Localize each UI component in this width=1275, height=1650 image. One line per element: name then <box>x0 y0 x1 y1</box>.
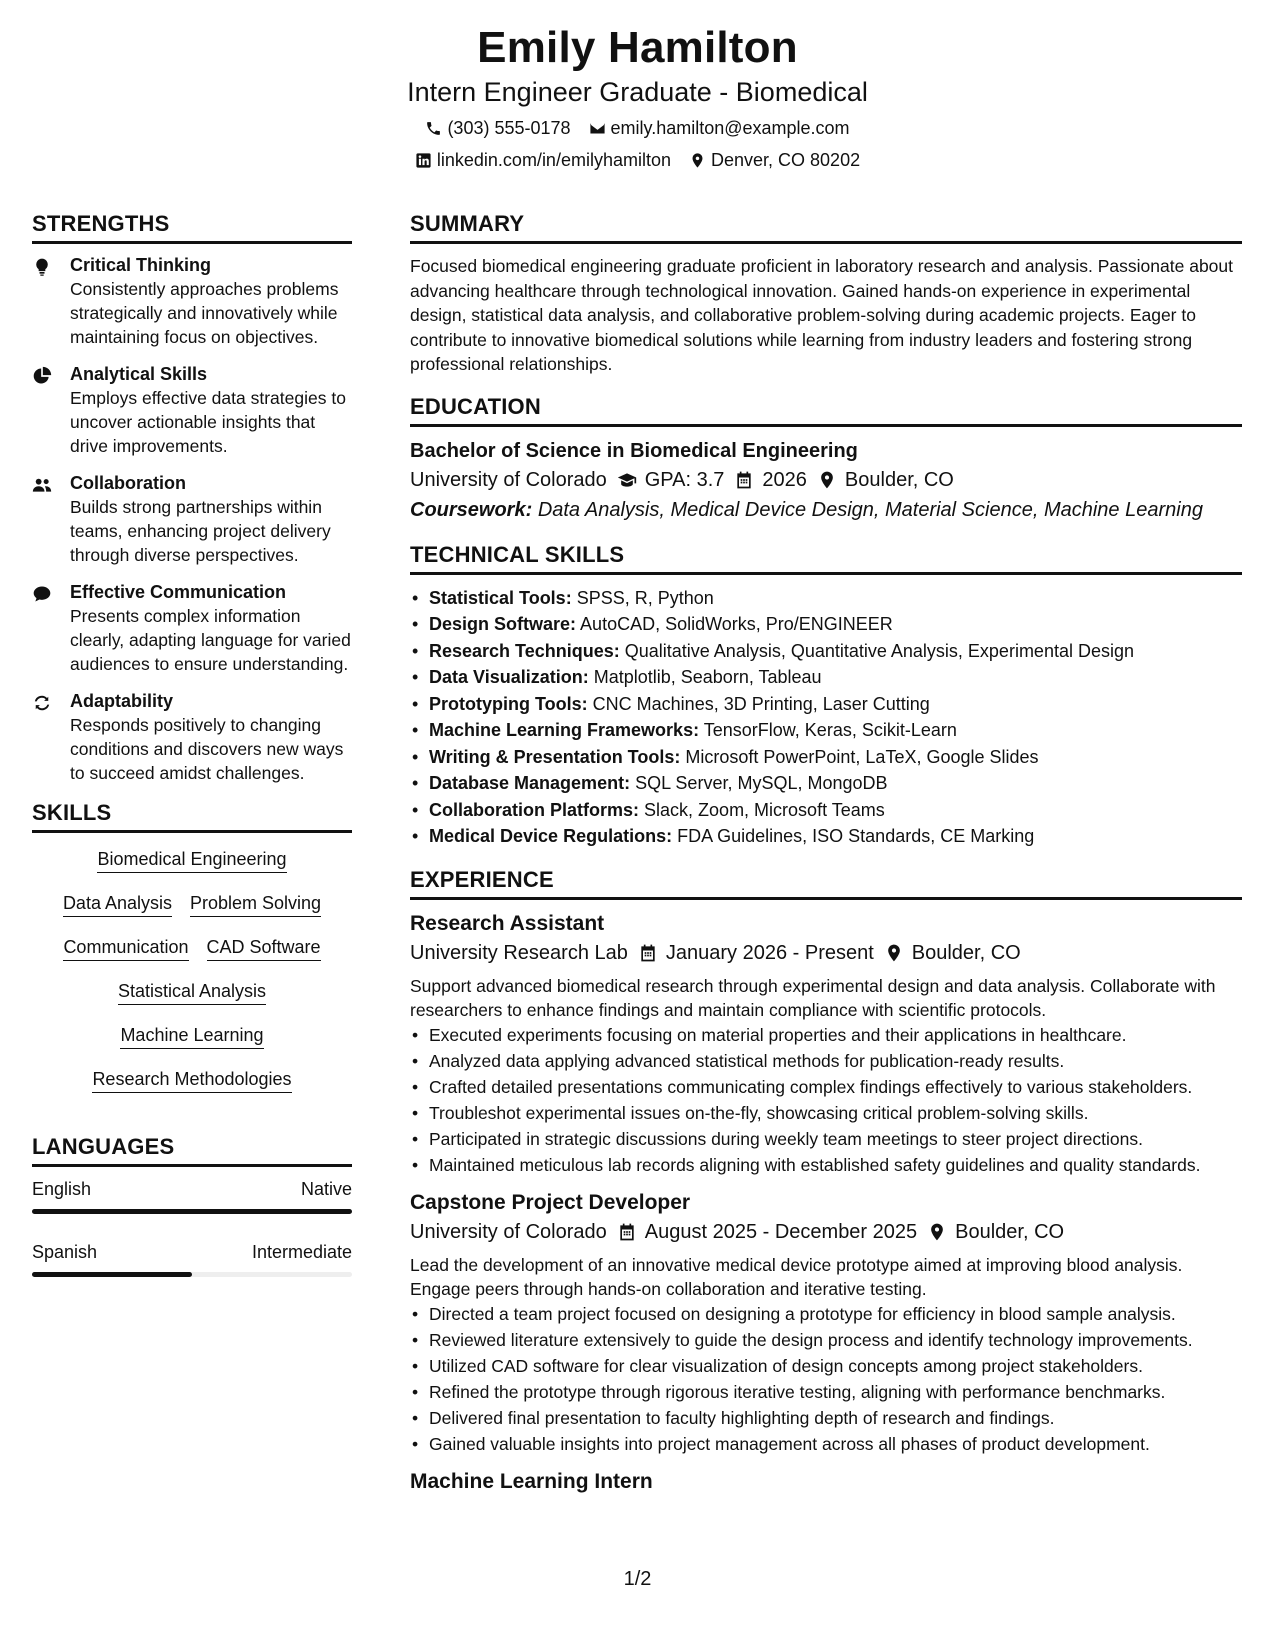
job-dates: January 2026 - Present <box>665 941 874 964</box>
job-bullet: • Utilized CAD software for clear visualization of design concepts among project stakeholders. <box>410 1354 1242 1378</box>
education-school: University of Colorado <box>410 468 607 491</box>
map-pin-icon <box>689 152 706 169</box>
calendar-icon <box>617 1222 637 1242</box>
experience-heading: EXPERIENCE <box>410 866 1242 900</box>
job-entry <box>410 910 1242 1177</box>
technical-skill-item <box>410 770 1242 797</box>
calendar-icon <box>734 470 754 490</box>
technical-skills-list <box>410 585 1242 850</box>
job-location: Boulder, CO <box>911 941 1021 964</box>
skill-row <box>32 1023 352 1049</box>
technical-skill-item <box>410 585 1242 612</box>
job-bullet: • Crafted detailed presentations communicating complex findings effectively to various stakeholders. <box>410 1075 1242 1099</box>
education-location <box>817 465 954 495</box>
technical-skill-value: Slack, Zoom, Microsoft Teams <box>644 799 885 820</box>
job-bullet: • Reviewed literature extensively to guide the design process and identify technology improvements. <box>410 1328 1242 1352</box>
technical-skill-label: Design Software: <box>429 614 577 634</box>
left-column <box>32 210 352 1303</box>
strength-item <box>32 254 352 349</box>
job-dates: August 2025 - December 2025 <box>644 1220 918 1243</box>
right-column <box>410 210 1242 1496</box>
job-bullet: • Directed a team project focused on designing a prototype for efficiency in blood sample analysis. <box>410 1302 1242 1326</box>
language-proficiency-bar <box>32 1272 352 1277</box>
coursework-label: Coursework: <box>410 498 533 521</box>
candidate-title: Intern Engineer Graduate - Biomedical <box>407 77 868 107</box>
job-meta <box>410 938 1242 968</box>
skill-tag: Statistical Analysis <box>118 979 266 1005</box>
technical-skill-label: Medical Device Regulations: <box>429 826 673 846</box>
envelope-icon <box>589 120 606 137</box>
technical-skill-value: FDA Guidelines, ISO Standards, CE Marking <box>677 826 1035 846</box>
job-bullet: • Analyzed data applying advanced statistical methods for publication-ready results. <box>410 1049 1242 1073</box>
skill-tag: Biomedical Engineering <box>97 847 286 873</box>
year-text: 2026 <box>762 468 807 491</box>
technical-skill-item <box>410 691 1242 718</box>
map-pin-icon <box>884 943 904 963</box>
map-pin-icon <box>927 1222 947 1242</box>
technical-skill-item <box>410 664 1242 691</box>
job-org: University Research Lab <box>410 941 628 964</box>
languages-list <box>32 1177 352 1277</box>
strength-item <box>32 363 352 458</box>
job-title: Capstone Project Developer <box>410 1190 691 1214</box>
technical-skill-label: Machine Learning Frameworks: <box>429 720 700 740</box>
strength-title: Effective Communication <box>70 582 287 602</box>
job-location: Boulder, CO <box>955 1220 1065 1243</box>
phone-text: (303) 555-0178 <box>447 118 571 138</box>
job-bullet: • Delivered final presentation to faculty highlighting depth of research and findings. <box>410 1406 1242 1430</box>
education-coursework <box>410 495 1242 525</box>
contact-row-2 <box>0 147 1275 173</box>
skill-tag: Communication <box>63 935 188 961</box>
technical-skill-label: Collaboration Platforms: <box>429 799 640 820</box>
summary-heading: SUMMARY <box>410 210 1242 244</box>
strength-item <box>32 581 352 676</box>
education-heading: EDUCATION <box>410 393 1242 427</box>
graduation-cap-icon <box>617 470 637 490</box>
strength-desc: Builds strong partnerships within teams, enhancing project delivery through diverse perspectives. <box>70 497 331 565</box>
technical-skill-item <box>410 823 1242 850</box>
job-description: Lead the development of an innovative medical device prototype aimed at improving blood analysis. Engage peers through hands-on collaboration and iterative testing. <box>410 1254 1183 1299</box>
technical-skill-value: CNC Machines, 3D Printing, Laser Cutting <box>592 693 930 714</box>
contact-location <box>689 147 860 173</box>
language-level: Native <box>300 1179 352 1199</box>
strength-item <box>32 690 352 785</box>
page-number: 1/2 <box>623 1568 652 1590</box>
email-text: emily.hamilton@example.com <box>610 118 850 138</box>
technical-skill-value: Microsoft PowerPoint, LaTeX, Google Slides <box>685 746 1039 767</box>
skills-list <box>32 843 352 1093</box>
job-title: Machine Learning Intern <box>410 1469 653 1493</box>
phone-icon <box>425 120 442 137</box>
technical-skill-item <box>410 797 1242 824</box>
language-item <box>32 1240 352 1277</box>
language-proficiency-fill <box>32 1272 192 1277</box>
language-name: Spanish <box>32 1242 98 1262</box>
technical-skill-value: Qualitative Analysis, Quantitative Analysis, Experimental Design <box>624 640 1134 661</box>
contact-linkedin[interactable] <box>415 147 671 173</box>
strength-title: Critical Thinking <box>70 255 212 275</box>
skill-row <box>32 847 352 873</box>
strength-desc: Responds positively to changing conditions and discovers new ways to succeed amidst challenges. <box>70 715 344 783</box>
technical-skill-value: AutoCAD, SolidWorks, Pro/ENGINEER <box>580 614 893 634</box>
job-bullet: • Troubleshot experimental issues on-the-fly, showcasing critical problem-solving skills. <box>410 1101 1242 1125</box>
technical-skill-item <box>410 717 1242 744</box>
language-level: Intermediate <box>251 1242 352 1262</box>
skill-tag: Machine Learning <box>120 1023 263 1049</box>
contact-row-1 <box>0 115 1275 141</box>
strength-title: Collaboration <box>70 473 186 493</box>
technical-skill-label: Statistical Tools: <box>429 587 572 608</box>
skill-row <box>32 935 352 961</box>
summary-text: Focused biomedical engineering graduate proficient in laboratory research and analysis. Passionate about advancing healthcare through technological innovation. Gained hands-on experience in experimental design, statistical data analysis, and collaborative problem-solving during academic projects. Eager to contribute to innovative biomedical solutions while learning from industry leaders and fostering strong professional relationships. <box>410 256 1234 374</box>
technical-skill-label: Research Techniques: <box>429 640 620 661</box>
technical-skill-value: SPSS, R, Python <box>576 587 714 608</box>
users-icon <box>32 475 52 495</box>
location-text: Denver, CO 80202 <box>711 150 861 170</box>
linkedin-text: linkedin.com/in/emilyhamilton <box>436 150 671 170</box>
skill-tag: Data Analysis <box>63 891 172 917</box>
contact-email[interactable] <box>589 115 850 141</box>
coursework-text: Data Analysis, Medical Device Design, Material Science, Machine Learning <box>537 498 1203 521</box>
job-meta <box>410 1217 1242 1247</box>
education-year <box>734 465 807 495</box>
pie-chart-icon <box>32 366 52 386</box>
language-proficiency-fill <box>32 1209 352 1214</box>
language-name: English <box>32 1179 92 1199</box>
technical-skill-value: SQL Server, MySQL, MongoDB <box>635 773 888 793</box>
refresh-icon <box>32 693 52 713</box>
lightbulb-icon <box>32 257 52 277</box>
job-bullet: • Executed experiments focusing on material properties and their applications in healthcare. <box>410 1023 1242 1047</box>
strengths-heading: STRENGTHS <box>32 210 352 244</box>
language-item <box>32 1177 352 1214</box>
job-bullet: • Maintained meticulous lab records aligning with established safety guidelines and quality standards. <box>410 1153 1242 1177</box>
strength-title: Adaptability <box>70 691 174 711</box>
job-description: Support advanced biomedical research through experimental design and data analysis. Collaborate with researchers to enhance findings and maintain compliance with scientific protocols. <box>410 975 1216 1020</box>
strength-item <box>32 472 352 567</box>
skill-tag: Research Methodologies <box>92 1067 291 1093</box>
job-title: Research Assistant <box>410 911 605 935</box>
strength-desc: Presents complex information clearly, adapting language for varied audiences to ensure understanding. <box>70 606 351 674</box>
strength-title: Analytical Skills <box>70 364 208 384</box>
skills-heading: SKILLS <box>32 799 352 833</box>
technical-skill-item <box>410 611 1242 638</box>
calendar-icon <box>638 943 658 963</box>
technical-skill-label: Prototyping Tools: <box>429 693 588 714</box>
skill-row <box>32 891 352 917</box>
edu-location-text: Boulder, CO <box>844 468 954 491</box>
strength-desc: Consistently approaches problems strategically and innovatively while maintaining focus on objectives. <box>70 279 339 347</box>
strengths-list <box>32 254 352 785</box>
job-bullets <box>410 1023 1242 1177</box>
job-bullets <box>410 1302 1242 1456</box>
education-meta <box>410 465 1242 495</box>
resume-header <box>0 22 1275 173</box>
language-proficiency-bar <box>32 1209 352 1214</box>
map-pin-icon <box>817 470 837 490</box>
contact-phone <box>425 115 570 141</box>
education-degree: Bachelor of Science in Biomedical Engineering <box>410 439 858 462</box>
technical-skill-label: Writing & Presentation Tools: <box>429 746 681 767</box>
gpa-text: GPA: 3.7 <box>644 468 725 491</box>
languages-heading: LANGUAGES <box>32 1133 352 1167</box>
skill-tag: Problem Solving <box>190 891 321 917</box>
education-gpa <box>617 465 725 495</box>
experience-list <box>410 910 1242 1456</box>
technical-skill-label: Data Visualization: <box>429 667 589 687</box>
technical-skill-item <box>410 638 1242 665</box>
job-bullet: • Participated in strategic discussions during weekly team meetings to steer project directions. <box>410 1127 1242 1151</box>
job-bullet: • Refined the prototype through rigorous iterative testing, aligning with performance benchmarks. <box>410 1380 1242 1404</box>
job-entry <box>410 1189 1242 1456</box>
candidate-name: Emily Hamilton <box>477 23 798 72</box>
technical-skill-label: Database Management: <box>429 773 631 793</box>
skill-row <box>32 979 352 1005</box>
technical-skill-value: Matplotlib, Seaborn, Tableau <box>593 667 822 687</box>
strength-desc: Employs effective data strategies to uncover actionable insights that drive improvements. <box>70 388 346 456</box>
technical-skill-value: TensorFlow, Keras, Scikit-Learn <box>703 720 957 740</box>
skill-tag: CAD Software <box>207 935 321 961</box>
technical-skill-item <box>410 744 1242 771</box>
job-bullet: • Gained valuable insights into project management across all phases of product development. <box>410 1432 1242 1456</box>
job-org: University of Colorado <box>410 1220 607 1243</box>
chat-bubble-icon <box>32 584 52 604</box>
linkedin-icon <box>415 152 432 169</box>
skill-row <box>32 1067 352 1093</box>
technical-skills-heading: TECHNICAL SKILLS <box>410 541 1242 575</box>
